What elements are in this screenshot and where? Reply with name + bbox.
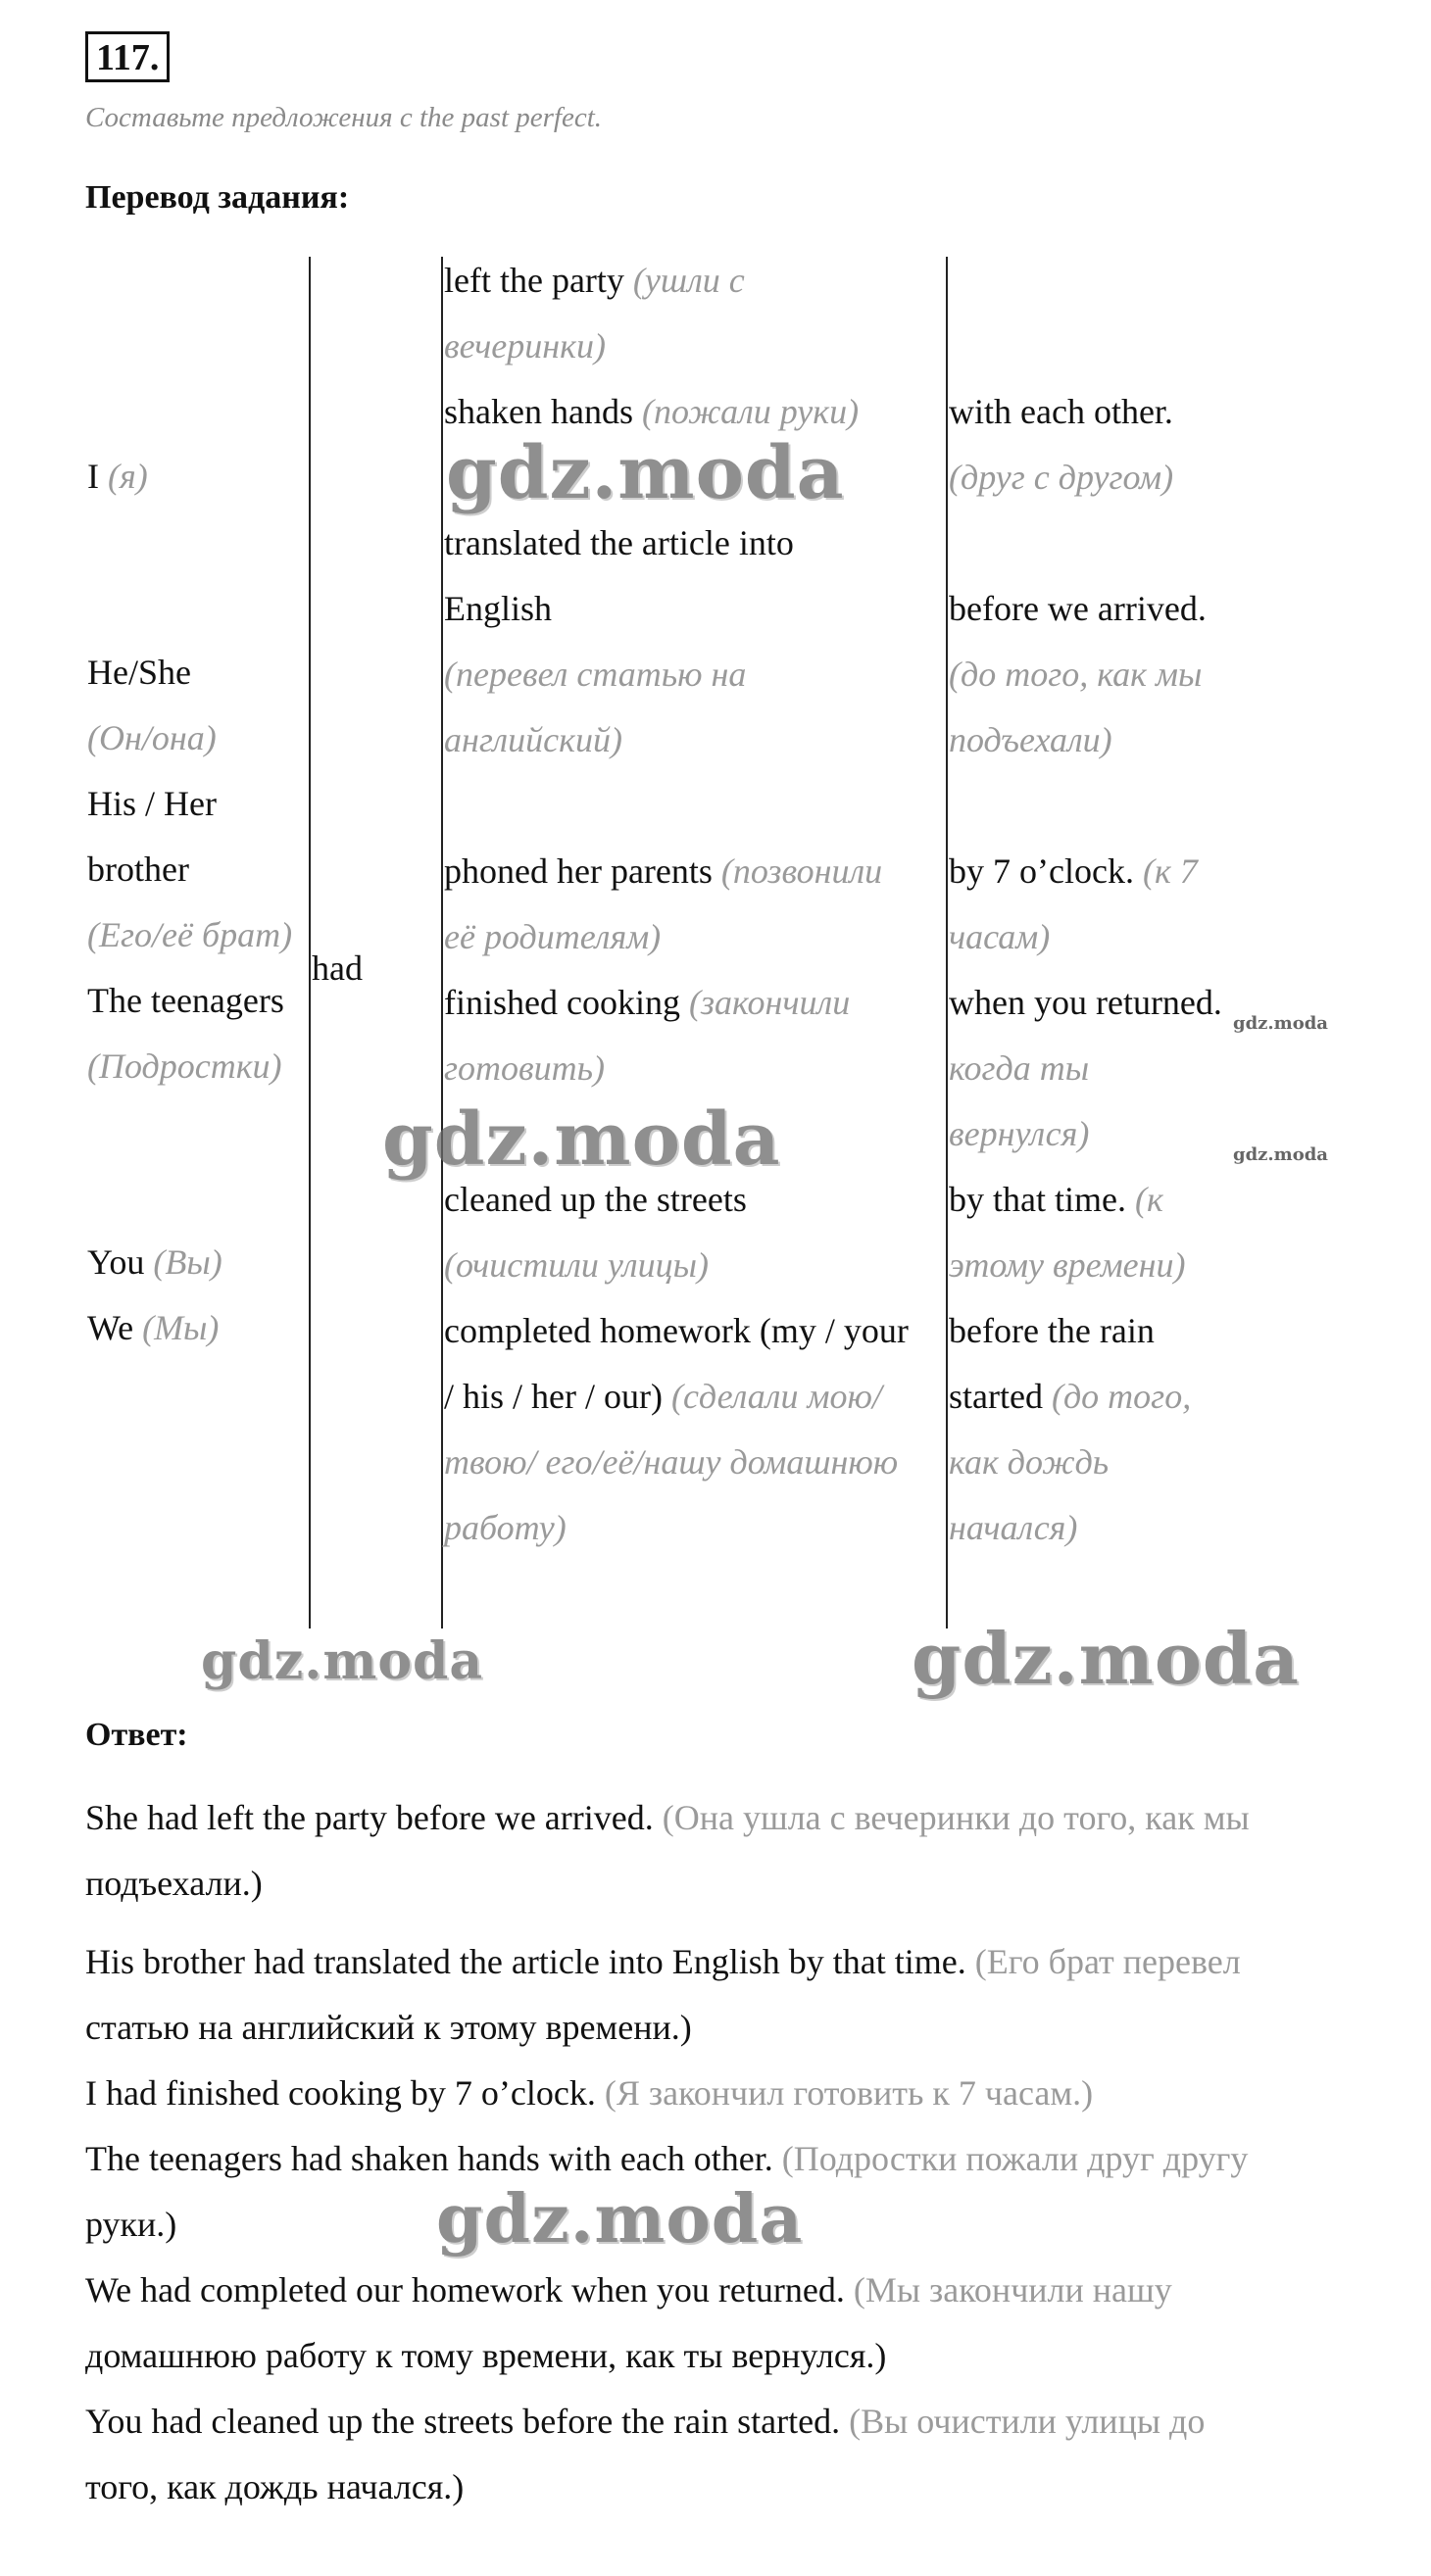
watermark-small: gdz.moda [1233,1013,1328,1034]
time-row: before we arrived. [949,589,1207,628]
subject-row: (Его/её брат) [87,915,293,954]
action-row: твою/ его/её/нашу домашнюю [444,1442,899,1482]
exercise-number: 117. [85,31,170,82]
subject-row: brother [87,850,189,889]
action-row: её родителям) [444,917,662,956]
time-row: when you returned. [949,983,1222,1022]
answer-line: His brother had translated the article into English by that time. (Его брат перевел [85,1942,1241,1981]
time-row: (до того, как мы [949,655,1203,694]
watermark-logo: gdz.moda [912,1617,1300,1700]
answer-line: домашнюю работу к тому времени, как ты вернулся.) [85,2336,887,2375]
answer-heading: Ответ: [85,1717,188,1753]
subject-row: He/She [87,653,191,692]
answer-line: She had left the party before we arrived. (Она ушла с вечеринки до того, как мы [85,1798,1250,1837]
answer-line: статью на английский к этому времени.) [85,2008,692,2047]
subject-row: You (Вы) [87,1242,222,1282]
action-row: работу) [444,1508,567,1547]
action-row: / his / her / our) (сделали мою/ [444,1377,882,1416]
answer-line: того, как дождь начался.) [85,2467,465,2506]
watermark-small: gdz.moda [1233,1144,1328,1165]
exercise-instruction: Составьте предложения с the past perfect. [85,102,603,133]
time-row: with each other. [949,392,1173,431]
action-row: (перевел статью на [444,655,747,694]
time-row: вернулся) [949,1114,1090,1153]
time-row: by 7 o’clock. (к 7 [949,851,1198,891]
action-row: вечеринки) [444,326,606,365]
action-row: finished cooking (закончили [444,983,851,1022]
column-divider-2 [441,257,443,1628]
subject-row: We (Мы) [87,1308,220,1347]
column-divider-3 [946,257,948,1628]
time-row: started (до того, [949,1377,1192,1416]
time-row: этому времени) [949,1245,1186,1285]
answer-line: The teenagers had shaken hands with each other. (Подростки пожали друг другу [85,2139,1249,2178]
watermark-logo: gdz.moda [446,431,845,515]
watermark-logo: gdz.moda [382,1097,781,1182]
action-row: английский) [444,720,622,759]
time-row: часам) [949,917,1051,956]
action-row: cleaned up the streets [444,1180,747,1219]
time-row: (друг с другом) [949,458,1174,497]
watermark-logo: gdz.moda [201,1631,484,1691]
time-row: начался) [949,1508,1078,1547]
time-row: before the rain [949,1311,1155,1350]
action-row: shaken hands (пожали руки) [444,392,860,431]
subject-row: I (я) [87,457,148,496]
subject-row: (Он/она) [87,718,217,757]
auxiliary-had: had [312,948,363,988]
subject-row: (Подростки) [87,1046,282,1086]
subject-row: His / Her [87,784,217,823]
action-row: completed homework (my / your [444,1311,909,1350]
answer-line: I had finished cooking by 7 o’clock. (Я закончил готовить к 7 часам.) [85,2073,1094,2113]
time-row: когда ты [949,1048,1090,1088]
action-row: phoned her parents (позвонили [444,851,883,891]
column-divider-1 [309,257,311,1628]
answer-line: You had cleaned up the streets before the rain started. (Вы очистили улицы до [85,2402,1206,2441]
subject-row: The teenagers [87,981,284,1020]
action-row: (очистили улицы) [444,1245,709,1285]
action-row: English [444,589,553,628]
action-row: готовить) [444,1048,606,1088]
action-row: translated the article into [444,523,794,562]
time-row: подъехали) [949,720,1112,759]
action-row: left the party (ушли с [444,261,745,300]
answer-line: подъехали.) [85,1864,263,1903]
time-row: by that time. (к [949,1180,1163,1219]
answer-line: We had completed our homework when you returned. (Мы закончили нашу [85,2270,1172,2309]
answer-line: руки.) [85,2205,177,2244]
watermark-logo: gdz.moda [436,2180,804,2259]
translation-heading: Перевод задания: [85,179,350,216]
time-row: как дождь [949,1442,1110,1482]
